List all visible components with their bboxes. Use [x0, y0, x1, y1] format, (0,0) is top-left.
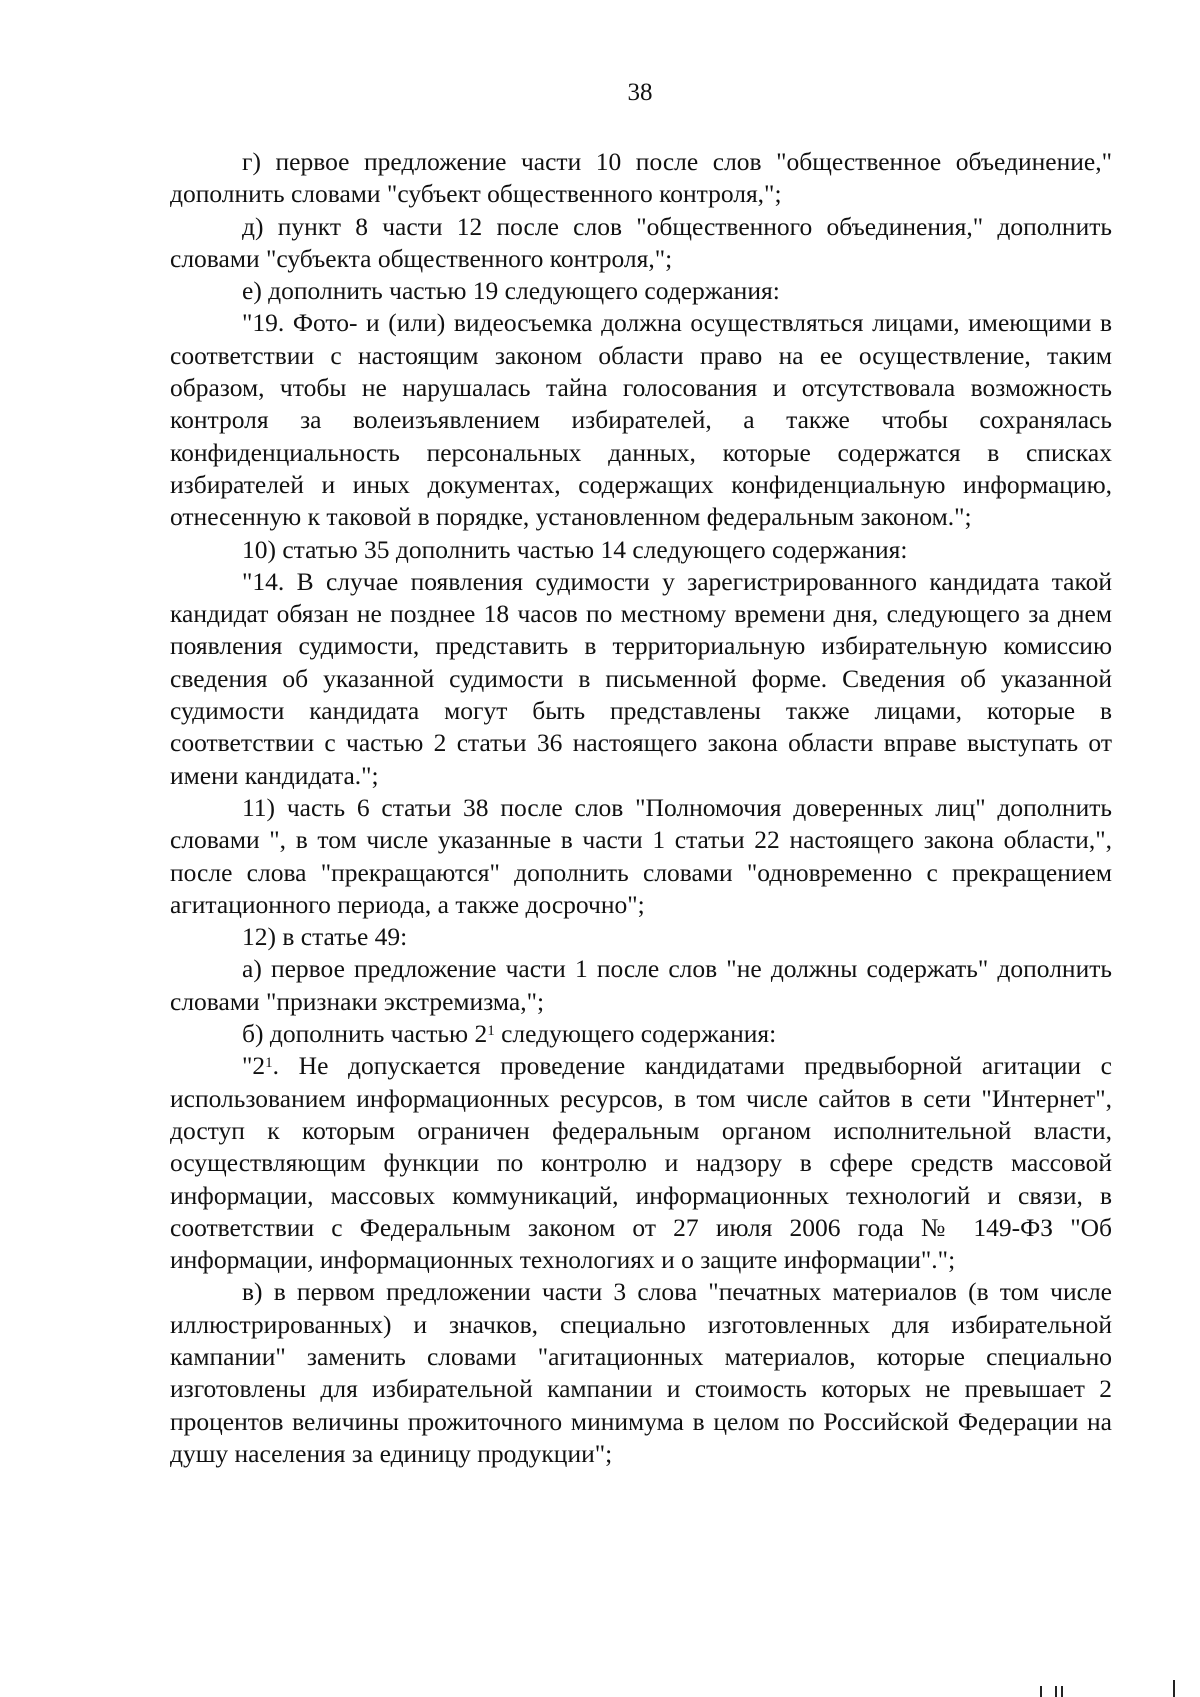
paragraph-d: д) пункт 8 части 12 после слов "общественного объединения," дополнить словами "субъекта общественного контроля,";	[170, 211, 1112, 273]
superscript: 1	[487, 1023, 495, 1040]
paragraph-part-2-1	[170, 1050, 1112, 1276]
scan-artifact	[1040, 1686, 1042, 1697]
paragraph-part-14: "14. В случае появления судимости у зарегистрированного кандидата такой кандидат обязан не позднее 18 часов по местному времени дня, следующего за днем появления судимости, представить в территориальную избирательную комиссию сведения об указанной судимости в письменной форме. Сведения об указанной судимости кандидата могут быть представлены также лицами, которые в соответствии с частью 2 статьи 36 настоящего закона области вправе выступать от имени кандидата.";	[170, 566, 1112, 790]
paragraph-part-19: "19. Фото- и (или) видеосъемка должна осуществляться лицами, имеющими в соответствии с настоящим законом области право на ее осуществление, таким образом, чтобы не нарушалась тайна голосования и отсутствовала возможность контроля за волеизъявлением избирателей, а также чтобы сохранялась конфиденциальность персональных данных, которые содержатся в списках избирателей и иных документах, содержащих конфиденциальную информацию, отнесенную к таковой в порядке, установленном федеральным законом.";	[170, 308, 1112, 532]
paragraph-v: в) в первом предложении части 3 слова "печатных материалов (в том числе иллюстрированных) и значков, специально изготовленных для избирательной кампании" заменить словами "агитационных материалов, которые специально изготовлены для избирательной кампании и стоимость которых не превышает 2 процентов величины прожиточного минимума в целом по Российской Федерации на душу населения за единицу продукции";	[170, 1277, 1112, 1468]
paragraph-item-12: 12) в статье 49:	[242, 922, 408, 952]
superscript: 1	[265, 1055, 273, 1072]
page-number: 38	[627, 79, 653, 106]
scan-artifact	[1061, 1686, 1063, 1697]
paragraph-part-2-1-text-before: "2	[242, 1051, 266, 1081]
paragraph-item-11: 11) часть 6 статьи 38 после слов "Полномочия доверенных лиц" дополнить словами ", в том числе указанные в части 1 статьи 22 настоящего закона области,", после слова "прекращаются" дополнить словами "одновременно с прекращением агитационного периода, а также досрочно";	[170, 792, 1112, 919]
paragraph-b-text-after: следующего содержания:	[494, 1019, 777, 1049]
scan-artifact	[1173, 1680, 1175, 1697]
paragraph-b-text-before: б) дополнить частью 2	[242, 1019, 488, 1049]
paragraph-g: г) первое предложение части 10 после слов "общественное объединение," дополнить словами "субъект общественного контроля,";	[170, 147, 1112, 209]
paragraph-a: а) первое предложение части 1 после слов "не должны содержать" дополнить словами "признаки экстремизма,";	[170, 954, 1112, 1016]
paragraph-b	[170, 1018, 1112, 1050]
paragraph-item-10: 10) статью 35 дополнить частью 14 следующего содержания:	[242, 534, 908, 564]
scan-artifact	[1055, 1686, 1057, 1697]
paragraph-part-2-1-text-after: . Не допускается проведение кандидатами предвыборной агитации с использованием информационных ресурсов, в том числе сайтов в сети "Интернет", доступ к которым ограничен федеральным органом исполнительной власти, осуществляющим функции по контролю и надзору в сфере средств массовой информации, массовых коммуникаций, информационных технологий и связи, в соответствии с Федеральным законом от 27 июля 2006 года № 149-ФЗ "Об информации, информационных технологиях и о защите информации".";	[170, 1051, 1112, 1275]
document-body	[170, 146, 1112, 1470]
paragraph-e: е) дополнить частью 19 следующего содержания:	[242, 276, 780, 306]
